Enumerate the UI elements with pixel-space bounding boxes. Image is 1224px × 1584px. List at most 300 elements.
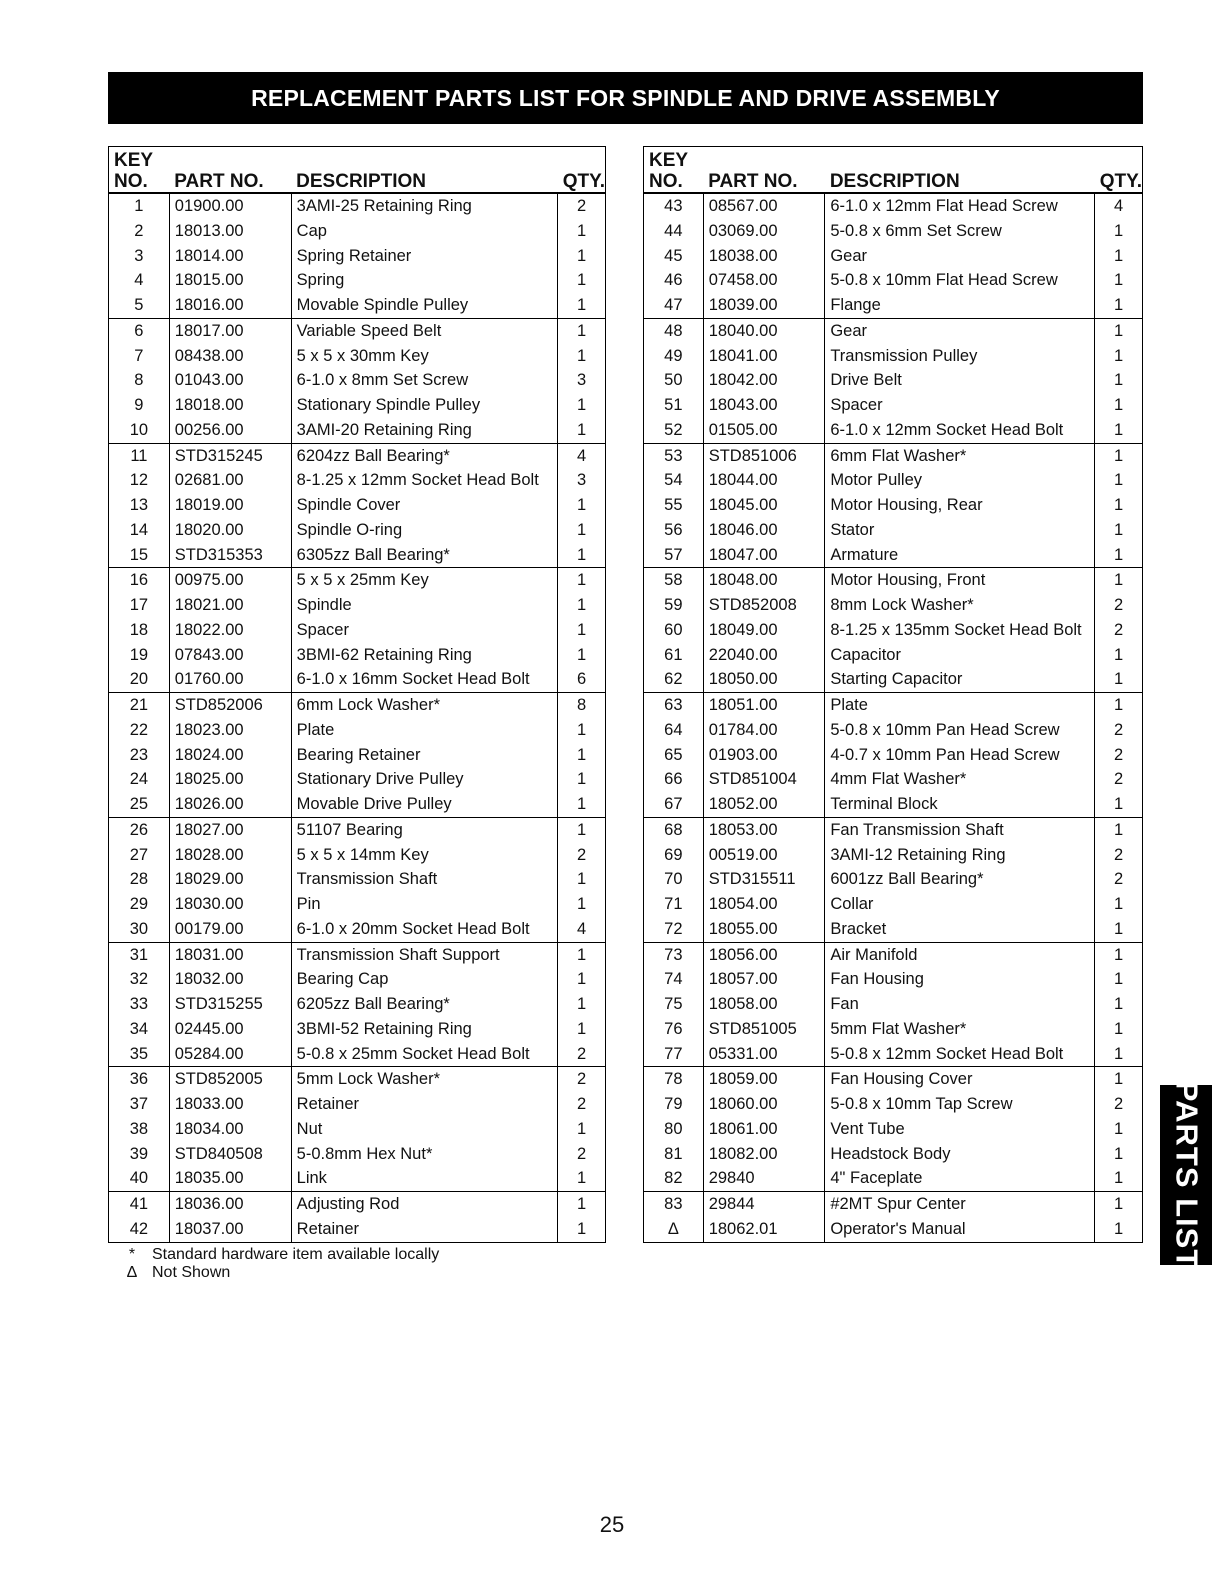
table-row xyxy=(109,468,606,493)
table-row xyxy=(644,393,1143,418)
part-no: 18062.01 xyxy=(703,1217,825,1242)
key-no: 72 xyxy=(644,917,704,942)
table-row xyxy=(644,1117,1143,1142)
part-no: STD851004 xyxy=(703,767,825,792)
table-row xyxy=(644,967,1143,992)
part-no: 18040.00 xyxy=(703,318,825,343)
table-row xyxy=(109,543,606,568)
qty: 2 xyxy=(1095,618,1143,643)
qty: 1 xyxy=(1095,293,1143,318)
qty: 1 xyxy=(1095,917,1143,942)
key-no: 78 xyxy=(644,1067,704,1092)
description: 5mm Flat Washer* xyxy=(825,1017,1095,1042)
description: 5 x 5 x 14mm Key xyxy=(291,843,558,868)
qty: 1 xyxy=(1095,942,1143,967)
description: 6-1.0 x 16mm Socket Head Bolt xyxy=(291,667,558,692)
qty: 1 xyxy=(558,1117,606,1142)
table-row xyxy=(644,917,1143,942)
qty: 1 xyxy=(1095,967,1143,992)
part-no: 18030.00 xyxy=(169,892,291,917)
part-no: 03069.00 xyxy=(703,219,825,244)
part-no: 18056.00 xyxy=(703,942,825,967)
header-description: DESCRIPTION xyxy=(291,171,558,193)
description: 4" Faceplate xyxy=(825,1166,1095,1191)
part-no: 18053.00 xyxy=(703,817,825,842)
part-no: 29840 xyxy=(703,1166,825,1191)
table-row xyxy=(109,344,606,369)
key-no: 22 xyxy=(109,718,170,743)
description: 5-0.8 x 10mm Tap Screw xyxy=(825,1092,1095,1117)
table-row xyxy=(109,667,606,692)
part-no: 18054.00 xyxy=(703,892,825,917)
table-row xyxy=(644,293,1143,318)
key-no: 67 xyxy=(644,792,704,817)
part-no: 18022.00 xyxy=(169,618,291,643)
part-no: 18050.00 xyxy=(703,667,825,692)
table-row xyxy=(109,518,606,543)
table-row xyxy=(644,942,1143,967)
part-no: 05331.00 xyxy=(703,1042,825,1067)
qty: 1 xyxy=(1095,318,1143,343)
description: 5-0.8 x 6mm Set Screw xyxy=(825,219,1095,244)
part-no: 01903.00 xyxy=(703,743,825,768)
part-no: 01784.00 xyxy=(703,718,825,743)
key-no: 53 xyxy=(644,443,704,468)
key-no: 19 xyxy=(109,643,170,668)
description: Spindle O-ring xyxy=(291,518,558,543)
part-no: 18018.00 xyxy=(169,393,291,418)
key-no: 61 xyxy=(644,643,704,668)
description: 6204zz Ball Bearing* xyxy=(291,443,558,468)
table-row xyxy=(644,867,1143,892)
table-row xyxy=(109,892,606,917)
table-row xyxy=(644,318,1143,343)
qty: 1 xyxy=(1095,643,1143,668)
part-no: 18017.00 xyxy=(169,318,291,343)
part-no: STD840508 xyxy=(169,1142,291,1167)
qty: 1 xyxy=(1095,468,1143,493)
part-no: STD315255 xyxy=(169,992,291,1017)
description: Variable Speed Belt xyxy=(291,318,558,343)
table-row xyxy=(644,817,1143,842)
table-row xyxy=(644,268,1143,293)
key-no: 24 xyxy=(109,767,170,792)
footnote-text: Not Shown xyxy=(152,1264,231,1281)
part-no: 18058.00 xyxy=(703,992,825,1017)
qty: 1 xyxy=(1095,1067,1143,1092)
qty: 1 xyxy=(558,992,606,1017)
table-row xyxy=(109,493,606,518)
qty: 1 xyxy=(558,393,606,418)
key-no: 33 xyxy=(109,992,170,1017)
description: 5-0.8 x 10mm Flat Head Screw xyxy=(825,268,1095,293)
table-row xyxy=(109,219,606,244)
part-no: 18039.00 xyxy=(703,293,825,318)
key-no: 49 xyxy=(644,344,704,369)
key-no: 21 xyxy=(109,693,170,718)
qty: 1 xyxy=(1095,1217,1143,1242)
key-no: 77 xyxy=(644,1042,704,1067)
key-no: 79 xyxy=(644,1092,704,1117)
table-row xyxy=(109,1017,606,1042)
part-no: 18055.00 xyxy=(703,917,825,942)
key-no: 23 xyxy=(109,743,170,768)
description: Fan Transmission Shaft xyxy=(825,817,1095,842)
key-no: 11 xyxy=(109,443,170,468)
key-no: 41 xyxy=(109,1192,170,1217)
qty: 1 xyxy=(558,418,606,443)
description: Spindle Cover xyxy=(291,493,558,518)
key-no: 76 xyxy=(644,1017,704,1042)
table-row xyxy=(644,992,1143,1017)
part-no: 02681.00 xyxy=(169,468,291,493)
part-no: 07843.00 xyxy=(169,643,291,668)
key-no: 1 xyxy=(109,193,170,219)
key-no: 50 xyxy=(644,368,704,393)
key-no: 70 xyxy=(644,867,704,892)
description: 6mm Lock Washer* xyxy=(291,693,558,718)
description: Operator's Manual xyxy=(825,1217,1095,1242)
table-row xyxy=(109,568,606,593)
table-row xyxy=(644,1217,1143,1242)
table-row xyxy=(109,718,606,743)
description: 5mm Lock Washer* xyxy=(291,1067,558,1092)
description: 5-0.8 x 10mm Pan Head Screw xyxy=(825,718,1095,743)
key-no: 66 xyxy=(644,767,704,792)
table-row xyxy=(644,643,1143,668)
table-row xyxy=(109,743,606,768)
footnote-text: Standard hardware item available locally xyxy=(152,1246,440,1263)
table-row xyxy=(109,593,606,618)
table-row xyxy=(109,244,606,269)
qty: 2 xyxy=(558,1042,606,1067)
description: Bearing Cap xyxy=(291,967,558,992)
description: Spring Retainer xyxy=(291,244,558,269)
key-no: 7 xyxy=(109,344,170,369)
asterisk-symbol: * xyxy=(128,1246,136,1263)
part-no: 18015.00 xyxy=(169,268,291,293)
part-no: 18034.00 xyxy=(169,1117,291,1142)
table-row xyxy=(109,393,606,418)
part-no: 18027.00 xyxy=(169,817,291,842)
description: 3AMI-25 Retaining Ring xyxy=(291,193,558,219)
footnote-standard-hardware xyxy=(112,1246,439,1264)
key-no: 57 xyxy=(644,543,704,568)
qty: 1 xyxy=(558,618,606,643)
key-no: 17 xyxy=(109,593,170,618)
key-no: 8 xyxy=(109,368,170,393)
part-no: 18042.00 xyxy=(703,368,825,393)
key-no: 9 xyxy=(109,393,170,418)
qty: 1 xyxy=(558,867,606,892)
qty: 1 xyxy=(558,543,606,568)
description: 6305zz Ball Bearing* xyxy=(291,543,558,568)
part-no: STD852006 xyxy=(169,693,291,718)
key-no: 32 xyxy=(109,967,170,992)
key-no: 43 xyxy=(644,193,704,219)
part-no: 02445.00 xyxy=(169,1017,291,1042)
key-no: 71 xyxy=(644,892,704,917)
qty: 1 xyxy=(1095,518,1143,543)
description: Spindle xyxy=(291,593,558,618)
qty: 1 xyxy=(558,219,606,244)
description: Plate xyxy=(291,718,558,743)
parts-table-right xyxy=(643,146,1143,1243)
part-no: 18043.00 xyxy=(703,393,825,418)
part-no: 18023.00 xyxy=(169,718,291,743)
key-no: 6 xyxy=(109,318,170,343)
key-no: 25 xyxy=(109,792,170,817)
section-tab-label: PARTS LIST xyxy=(1169,1080,1205,1270)
description: Bracket xyxy=(825,917,1095,942)
table-row xyxy=(644,1067,1143,1092)
qty: 4 xyxy=(558,917,606,942)
part-no: 18026.00 xyxy=(169,792,291,817)
table-row xyxy=(109,942,606,967)
part-no: 18033.00 xyxy=(169,1092,291,1117)
qty: 1 xyxy=(1095,493,1143,518)
key-no: 69 xyxy=(644,843,704,868)
qty: 2 xyxy=(1095,867,1143,892)
page-number: 25 xyxy=(599,1512,625,1537)
section-tab xyxy=(1160,1080,1212,1270)
qty: 1 xyxy=(558,892,606,917)
description: Adjusting Rod xyxy=(291,1192,558,1217)
qty: 1 xyxy=(1095,667,1143,692)
qty: 1 xyxy=(558,767,606,792)
delta-symbol: Δ xyxy=(126,1264,138,1281)
description: 4mm Flat Washer* xyxy=(825,767,1095,792)
qty: 1 xyxy=(1095,393,1143,418)
qty: 2 xyxy=(1095,718,1143,743)
key-no: 4 xyxy=(109,268,170,293)
table-row xyxy=(644,892,1143,917)
description: Bearing Retainer xyxy=(291,743,558,768)
key-no: 36 xyxy=(109,1067,170,1092)
description: Movable Drive Pulley xyxy=(291,792,558,817)
key-no: 51 xyxy=(644,393,704,418)
key-no: 2 xyxy=(109,219,170,244)
key-no: 16 xyxy=(109,568,170,593)
qty: 6 xyxy=(558,667,606,692)
table-row xyxy=(644,518,1143,543)
key-no: 26 xyxy=(109,817,170,842)
description: 6205zz Ball Bearing* xyxy=(291,992,558,1017)
table-row xyxy=(644,792,1143,817)
part-no: 18045.00 xyxy=(703,493,825,518)
key-no: 65 xyxy=(644,743,704,768)
qty: 1 xyxy=(1095,244,1143,269)
part-no: 18047.00 xyxy=(703,543,825,568)
part-no: 18016.00 xyxy=(169,293,291,318)
description: Motor Housing, Rear xyxy=(825,493,1095,518)
key-no: 34 xyxy=(109,1017,170,1042)
description: Cap xyxy=(291,219,558,244)
parts-table-left xyxy=(108,146,606,1243)
part-no: 18052.00 xyxy=(703,792,825,817)
qty: 1 xyxy=(1095,693,1143,718)
description: Spacer xyxy=(825,393,1095,418)
description: 6001zz Ball Bearing* xyxy=(825,867,1095,892)
qty: 4 xyxy=(1095,193,1143,219)
qty: 1 xyxy=(1095,1117,1143,1142)
description: 6mm Flat Washer* xyxy=(825,443,1095,468)
part-no: 01900.00 xyxy=(169,193,291,219)
table-row xyxy=(109,618,606,643)
description: Retainer xyxy=(291,1092,558,1117)
part-no: 18013.00 xyxy=(169,219,291,244)
qty: 1 xyxy=(558,1166,606,1191)
table-row xyxy=(644,1017,1143,1042)
key-no: 58 xyxy=(644,568,704,593)
description: 3BMI-52 Retaining Ring xyxy=(291,1017,558,1042)
key-no: 63 xyxy=(644,693,704,718)
table-row xyxy=(644,618,1143,643)
header-no: NO. xyxy=(109,171,170,193)
table-row xyxy=(644,718,1143,743)
part-no: 18031.00 xyxy=(169,942,291,967)
table-row xyxy=(109,1142,606,1167)
part-no: 08567.00 xyxy=(703,193,825,219)
qty: 8 xyxy=(558,693,606,718)
qty: 1 xyxy=(558,518,606,543)
description: 5-0.8mm Hex Nut* xyxy=(291,1142,558,1167)
table-row xyxy=(109,817,606,842)
description: Fan Housing xyxy=(825,967,1095,992)
table-row xyxy=(644,593,1143,618)
table-row xyxy=(109,1217,606,1242)
description: Fan xyxy=(825,992,1095,1017)
table-row xyxy=(109,1042,606,1067)
table-row xyxy=(644,443,1143,468)
description: 6-1.0 x 8mm Set Screw xyxy=(291,368,558,393)
key-no: 80 xyxy=(644,1117,704,1142)
description: Armature xyxy=(825,543,1095,568)
part-no: 07458.00 xyxy=(703,268,825,293)
qty: 1 xyxy=(1095,1142,1143,1167)
part-no: STD851005 xyxy=(703,1017,825,1042)
key-no: 27 xyxy=(109,843,170,868)
qty: 2 xyxy=(1095,767,1143,792)
qty: 1 xyxy=(558,718,606,743)
qty: 1 xyxy=(1095,992,1143,1017)
table-row xyxy=(109,792,606,817)
table-row xyxy=(109,293,606,318)
qty: 1 xyxy=(1095,817,1143,842)
header-qty: QTY. xyxy=(558,171,606,193)
part-no: 18048.00 xyxy=(703,568,825,593)
header-qty: QTY. xyxy=(1095,171,1143,193)
table-row xyxy=(109,1067,606,1092)
table-row xyxy=(109,767,606,792)
key-no: 10 xyxy=(109,418,170,443)
footnotes xyxy=(112,1246,439,1282)
key-no: 54 xyxy=(644,468,704,493)
part-no: 18046.00 xyxy=(703,518,825,543)
header-key: KEY xyxy=(109,147,170,172)
table-row xyxy=(644,743,1143,768)
part-no: 18041.00 xyxy=(703,344,825,369)
qty: 2 xyxy=(1095,593,1143,618)
qty: 4 xyxy=(558,443,606,468)
qty: 2 xyxy=(1095,1092,1143,1117)
description: 5 x 5 x 30mm Key xyxy=(291,344,558,369)
qty: 1 xyxy=(1095,1192,1143,1217)
part-no: 00519.00 xyxy=(703,843,825,868)
page-title: REPLACEMENT PARTS LIST FOR SPINDLE AND DRIVE ASSEMBLY xyxy=(108,72,1143,124)
part-no: 01043.00 xyxy=(169,368,291,393)
part-no: 18057.00 xyxy=(703,967,825,992)
description: Vent Tube xyxy=(825,1117,1095,1142)
qty: 2 xyxy=(558,1067,606,1092)
table-row xyxy=(109,318,606,343)
key-no: 48 xyxy=(644,318,704,343)
qty: 1 xyxy=(558,268,606,293)
qty: 1 xyxy=(558,743,606,768)
description: 6-1.0 x 12mm Flat Head Screw xyxy=(825,193,1095,219)
description: Capacitor xyxy=(825,643,1095,668)
table-row xyxy=(644,843,1143,868)
description: Transmission Shaft xyxy=(291,867,558,892)
qty: 1 xyxy=(558,1192,606,1217)
part-no: 18029.00 xyxy=(169,867,291,892)
header-no: NO. xyxy=(644,171,704,193)
description: Stator xyxy=(825,518,1095,543)
table-row xyxy=(109,368,606,393)
table-row xyxy=(644,344,1143,369)
key-no: 81 xyxy=(644,1142,704,1167)
qty: 1 xyxy=(558,1217,606,1242)
qty: 1 xyxy=(1095,543,1143,568)
description: 5-0.8 x 25mm Socket Head Bolt xyxy=(291,1042,558,1067)
table-row xyxy=(109,867,606,892)
qty: 1 xyxy=(1095,792,1143,817)
description: Pin xyxy=(291,892,558,917)
table-row xyxy=(109,268,606,293)
part-no: 05284.00 xyxy=(169,1042,291,1067)
qty: 1 xyxy=(558,643,606,668)
table-row xyxy=(109,1092,606,1117)
description: Retainer xyxy=(291,1217,558,1242)
description: #2MT Spur Center xyxy=(825,1192,1095,1217)
description: Spacer xyxy=(291,618,558,643)
key-no: 30 xyxy=(109,917,170,942)
key-no: 68 xyxy=(644,817,704,842)
description: Flange xyxy=(825,293,1095,318)
key-no: 62 xyxy=(644,667,704,692)
table-row xyxy=(644,543,1143,568)
qty: 1 xyxy=(1095,1017,1143,1042)
qty: 1 xyxy=(558,1017,606,1042)
table-row xyxy=(109,1166,606,1191)
description: Transmission Shaft Support xyxy=(291,942,558,967)
description: Plate xyxy=(825,693,1095,718)
qty: 1 xyxy=(558,967,606,992)
description: Motor Pulley xyxy=(825,468,1095,493)
table-row xyxy=(644,767,1143,792)
qty: 1 xyxy=(1095,219,1143,244)
key-no: 74 xyxy=(644,967,704,992)
qty: 1 xyxy=(1095,1042,1143,1067)
description: 5-0.8 x 12mm Socket Head Bolt xyxy=(825,1042,1095,1067)
table-row xyxy=(644,193,1143,219)
part-no: 18059.00 xyxy=(703,1067,825,1092)
part-no: 18038.00 xyxy=(703,244,825,269)
table-row xyxy=(109,443,606,468)
key-no: 83 xyxy=(644,1192,704,1217)
part-no: 08438.00 xyxy=(169,344,291,369)
qty: 1 xyxy=(558,244,606,269)
